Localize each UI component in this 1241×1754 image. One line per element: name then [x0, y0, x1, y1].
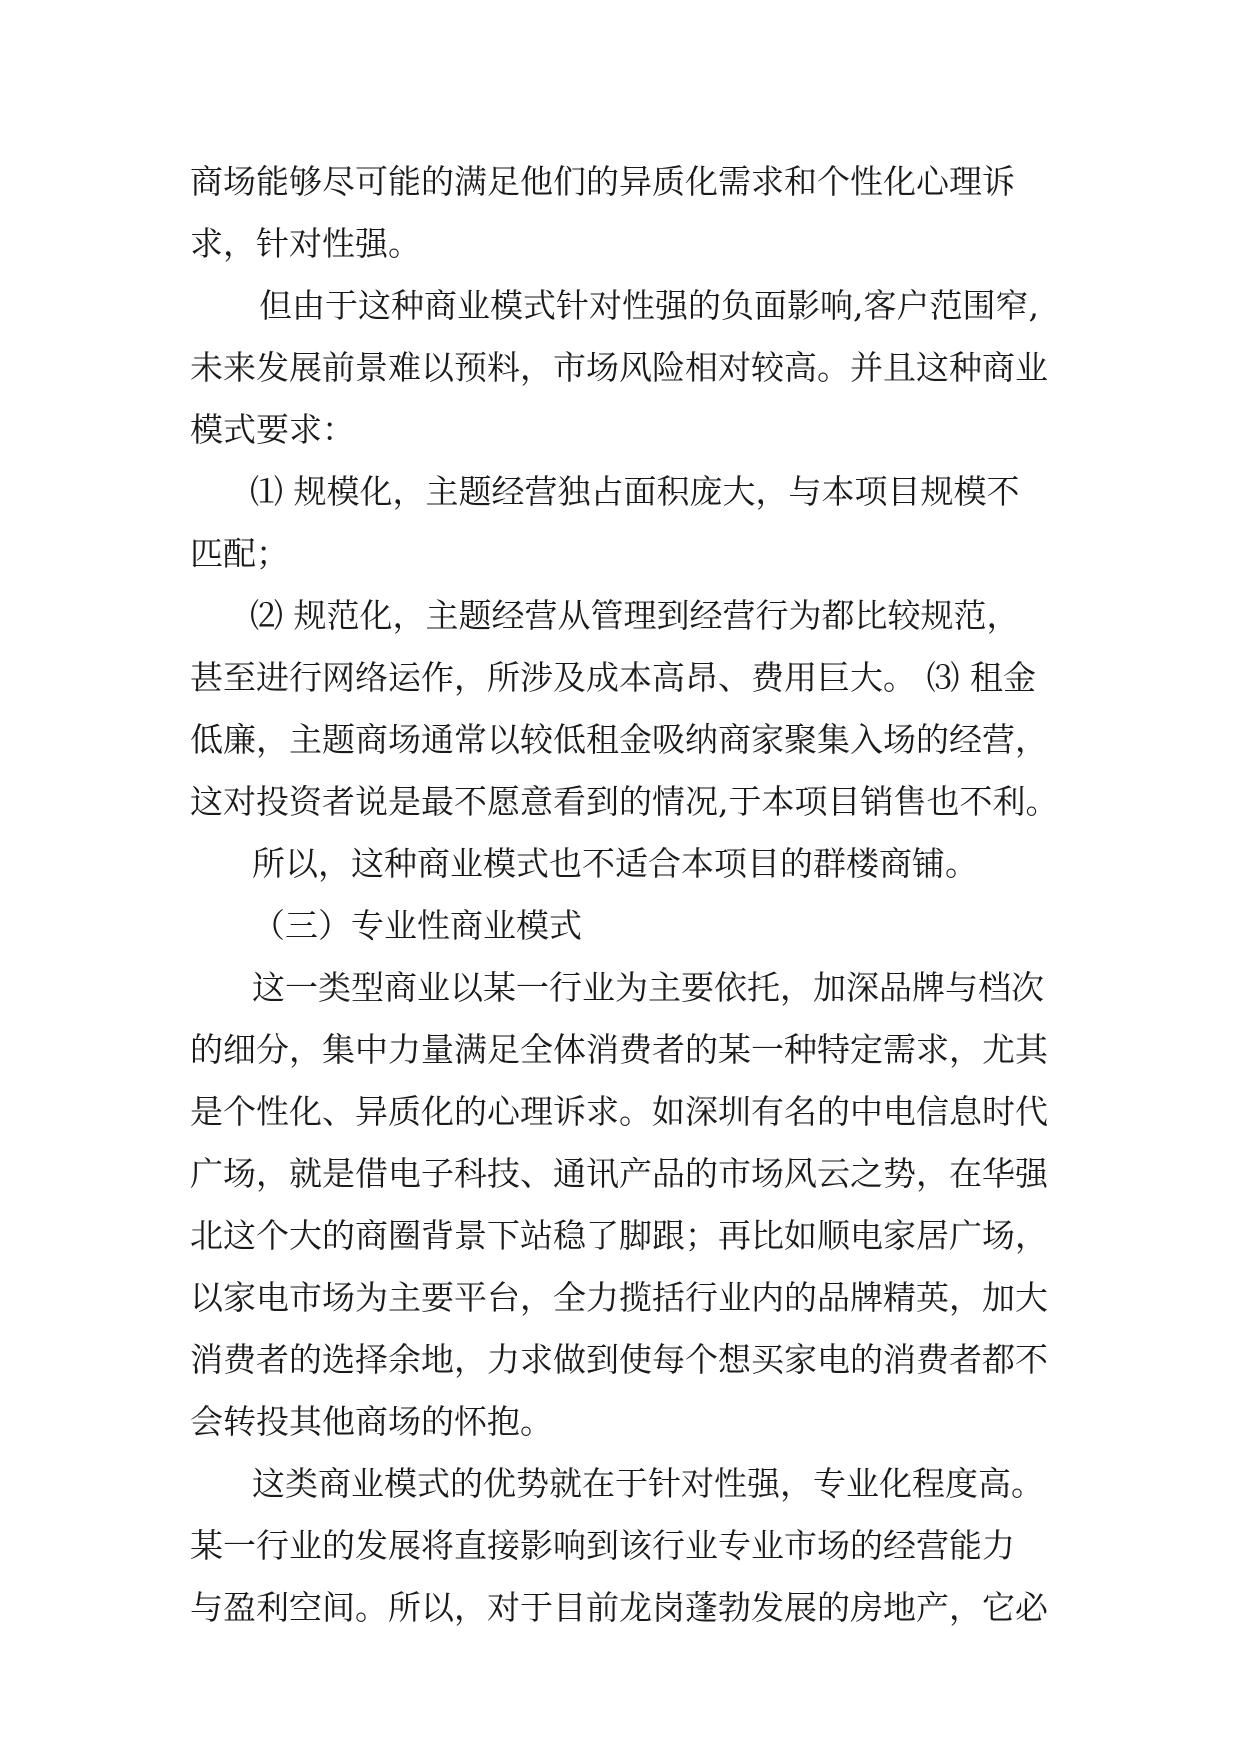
section-heading: （三）专业性商业模式	[252, 906, 582, 945]
text-line: 广场，就是借电子科技、通讯产品的市场风云之势，在华强	[190, 1154, 1048, 1193]
text-line: 求，针对性强。	[190, 224, 421, 263]
text-line: 与盈利空间。所以，对于目前龙岗蓬勃发展的房地产，它必	[190, 1588, 1048, 1627]
text-line: 是个性化、异质化的心理诉求。如深圳有名的中电信息时代	[190, 1092, 1048, 1131]
text-line: 模式要求：	[190, 410, 355, 449]
text-line: 这对投资者说是最不愿意看到的情况,于本项目销售也不利。	[190, 782, 1059, 821]
list-item-2: ⑵ 规范化，主题经营从管理到经营行为都比较规范，	[250, 596, 1020, 635]
text-line: 甚至进行网络运作，所涉及成本高昂、费用巨大。 ⑶ 租金	[190, 658, 1036, 697]
text-line: 以家电市场为主要平台，全力揽括行业内的品牌精英，加大	[190, 1278, 1048, 1317]
text-line: 匹配；	[190, 534, 289, 573]
paragraph-start: 但由于这种商业模式针对性强的负面影响,客户范围窄,	[259, 286, 1039, 325]
text-line: 消费者的选择余地，力求做到使每个想买家电的消费者都不	[190, 1340, 1048, 1379]
paragraph-start: 这一类型商业以某一行业为主要依托，加深品牌与档次	[252, 968, 1044, 1007]
text-line: 的细分，集中力量满足全体消费者的某一种特定需求，尤其	[190, 1030, 1048, 1069]
list-item-1: ⑴ 规模化，主题经营独占面积庞大，与本项目规模不	[250, 472, 1020, 511]
text-line: 低廉，主题商场通常以较低租金吸纳商家聚集入场的经营，	[190, 720, 1048, 759]
text-line: 商场能够尽可能的满足他们的异质化需求和个性化心理诉	[190, 162, 1015, 201]
text-line: 北这个大的商圈背景下站稳了脚跟；再比如顺电家居广场，	[190, 1216, 1048, 1255]
paragraph-start: 这类商业模式的优势就在于针对性强，专业化程度高。	[252, 1464, 1044, 1503]
text-line: 会转投其他商场的怀抱。	[190, 1402, 553, 1441]
text-line: 未来发展前景难以预料，市场风险相对较高。并且这种商业	[190, 348, 1048, 387]
text-line: 某一行业的发展将直接影响到该行业专业市场的经营能力	[190, 1526, 1015, 1565]
paragraph-start: 所以，这种商业模式也不适合本项目的群楼商铺。	[252, 844, 978, 883]
